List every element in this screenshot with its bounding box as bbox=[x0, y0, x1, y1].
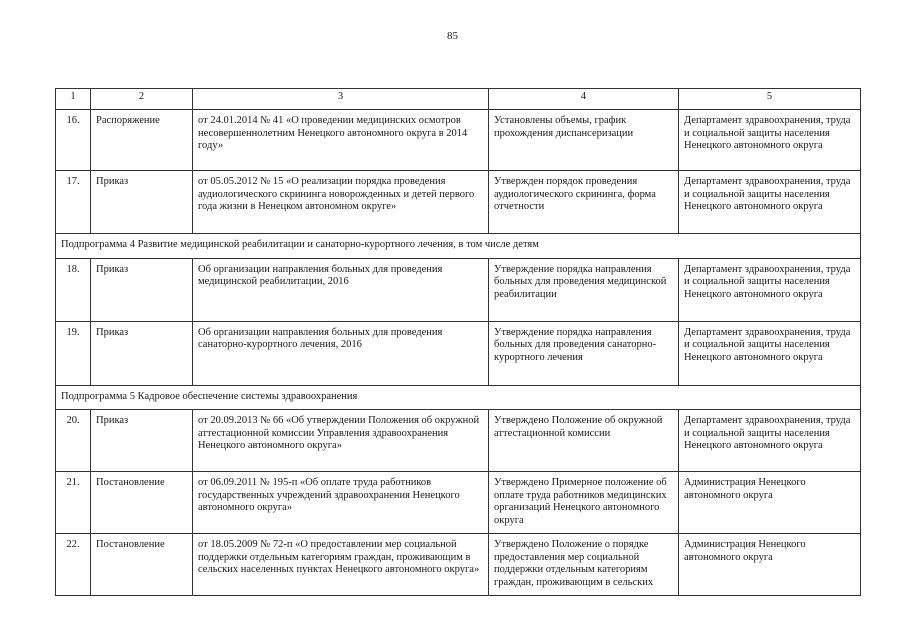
document-title: от 18.05.2009 № 72-п «О предоставлении мер социальной поддержки отдельным категориям граждан, проживающим в сельских населенных пунктах Ненецкого автономного округа» bbox=[193, 534, 489, 596]
responsible-executor: Департамент здравоохранения, труда и социальной защиты населения Ненецкого автономного округа bbox=[679, 410, 861, 472]
table-row bbox=[56, 534, 861, 596]
table-row bbox=[56, 171, 861, 234]
document-title: от 05.05.2012 № 15 «О реализации порядка проведения аудиологического скрининга новорожденных и детей первого года жизни в Ненецком автономном округе» bbox=[193, 171, 489, 234]
document-result: Утверждено Примерное положение об оплате труда работников медицинских организаций Ненецкого автономного округа bbox=[489, 472, 679, 534]
responsible-executor: Департамент здравоохранения, труда и социальной защиты населения Ненецкого автономного округа bbox=[679, 321, 861, 385]
subprogram-heading: Подпрограмма 4 Развитие медицинской реабилитации и санаторно-курортного лечения, в том числе детям bbox=[56, 234, 861, 259]
subprogram-heading: Подпрограмма 5 Кадровое обеспечение системы здравоохранения bbox=[56, 385, 861, 410]
document-type: Приказ bbox=[91, 171, 193, 234]
responsible-executor: Департамент здравоохранения, труда и социальной защиты населения Ненецкого автономного округа bbox=[679, 110, 861, 171]
document-title: от 24.01.2014 № 41 «О проведении медицинских осмотров несовершеннолетним Ненецкого автономного округа в 2014 году» bbox=[193, 110, 489, 171]
column-number-4: 4 bbox=[489, 89, 679, 110]
section-row bbox=[56, 234, 861, 259]
page-number: 85 bbox=[447, 30, 458, 42]
document-type: Постановление bbox=[91, 472, 193, 534]
column-number-1: 1 bbox=[56, 89, 91, 110]
document-type: Постановление bbox=[91, 534, 193, 596]
section-row bbox=[56, 385, 861, 410]
row-number: 21. bbox=[56, 472, 91, 534]
column-numbers-row bbox=[56, 89, 861, 110]
regulatory-acts-table bbox=[55, 88, 861, 596]
document-type: Приказ bbox=[91, 258, 193, 321]
responsible-executor: Департамент здравоохранения, труда и социальной защиты населения Ненецкого автономного округа bbox=[679, 171, 861, 234]
table-row bbox=[56, 472, 861, 534]
document-result: Установлены объемы, график прохождения диспансеризации bbox=[489, 110, 679, 171]
responsible-executor: Администрация Ненецкого автономного округа bbox=[679, 534, 861, 596]
document-type: Распоряжение bbox=[91, 110, 193, 171]
column-number-2: 2 bbox=[91, 89, 193, 110]
document-result: Утверждено Положение об окружной аттестационной комиссии bbox=[489, 410, 679, 472]
document-result: Утверждение порядка направления больных для проведения медицинской реабилитации bbox=[489, 258, 679, 321]
responsible-executor: Департамент здравоохранения, труда и социальной защиты населения Ненецкого автономного округа bbox=[679, 258, 861, 321]
document-title: Об организации направления больных для проведения медицинской реабилитации, 2016 bbox=[193, 258, 489, 321]
row-number: 20. bbox=[56, 410, 91, 472]
table-row bbox=[56, 110, 861, 171]
document-title: от 20.09.2013 № 66 «Об утверждении Положения об окружной аттестационной комиссии Управления здравоохранения Ненецкого автономного округа» bbox=[193, 410, 489, 472]
row-number: 16. bbox=[56, 110, 91, 171]
row-number: 17. bbox=[56, 171, 91, 234]
document-result: Утверждение порядка направления больных для проведения санаторно-курортного лечения bbox=[489, 321, 679, 385]
column-number-5: 5 bbox=[679, 89, 861, 110]
document-title: Об организации направления больных для проведения санаторно-курортного лечения, 2016 bbox=[193, 321, 489, 385]
document-type: Приказ bbox=[91, 321, 193, 385]
table-row bbox=[56, 258, 861, 321]
row-number: 19. bbox=[56, 321, 91, 385]
table-row bbox=[56, 321, 861, 385]
document-result: Утвержден порядок проведения аудиологического скрининга, форма отчетности bbox=[489, 171, 679, 234]
column-number-3: 3 bbox=[193, 89, 489, 110]
document-result: Утверждено Положение о порядке предоставления мер социальной поддержки отдельным категориям граждан, проживающим в сельских bbox=[489, 534, 679, 596]
row-number: 18. bbox=[56, 258, 91, 321]
table-row bbox=[56, 410, 861, 472]
document-title: от 06.09.2011 № 195-п «Об оплате труда работников государственных учреждений здравоохранения Ненецкого автономного округа» bbox=[193, 472, 489, 534]
responsible-executor: Администрация Ненецкого автономного округа bbox=[679, 472, 861, 534]
row-number: 22. bbox=[56, 534, 91, 596]
document-type: Приказ bbox=[91, 410, 193, 472]
